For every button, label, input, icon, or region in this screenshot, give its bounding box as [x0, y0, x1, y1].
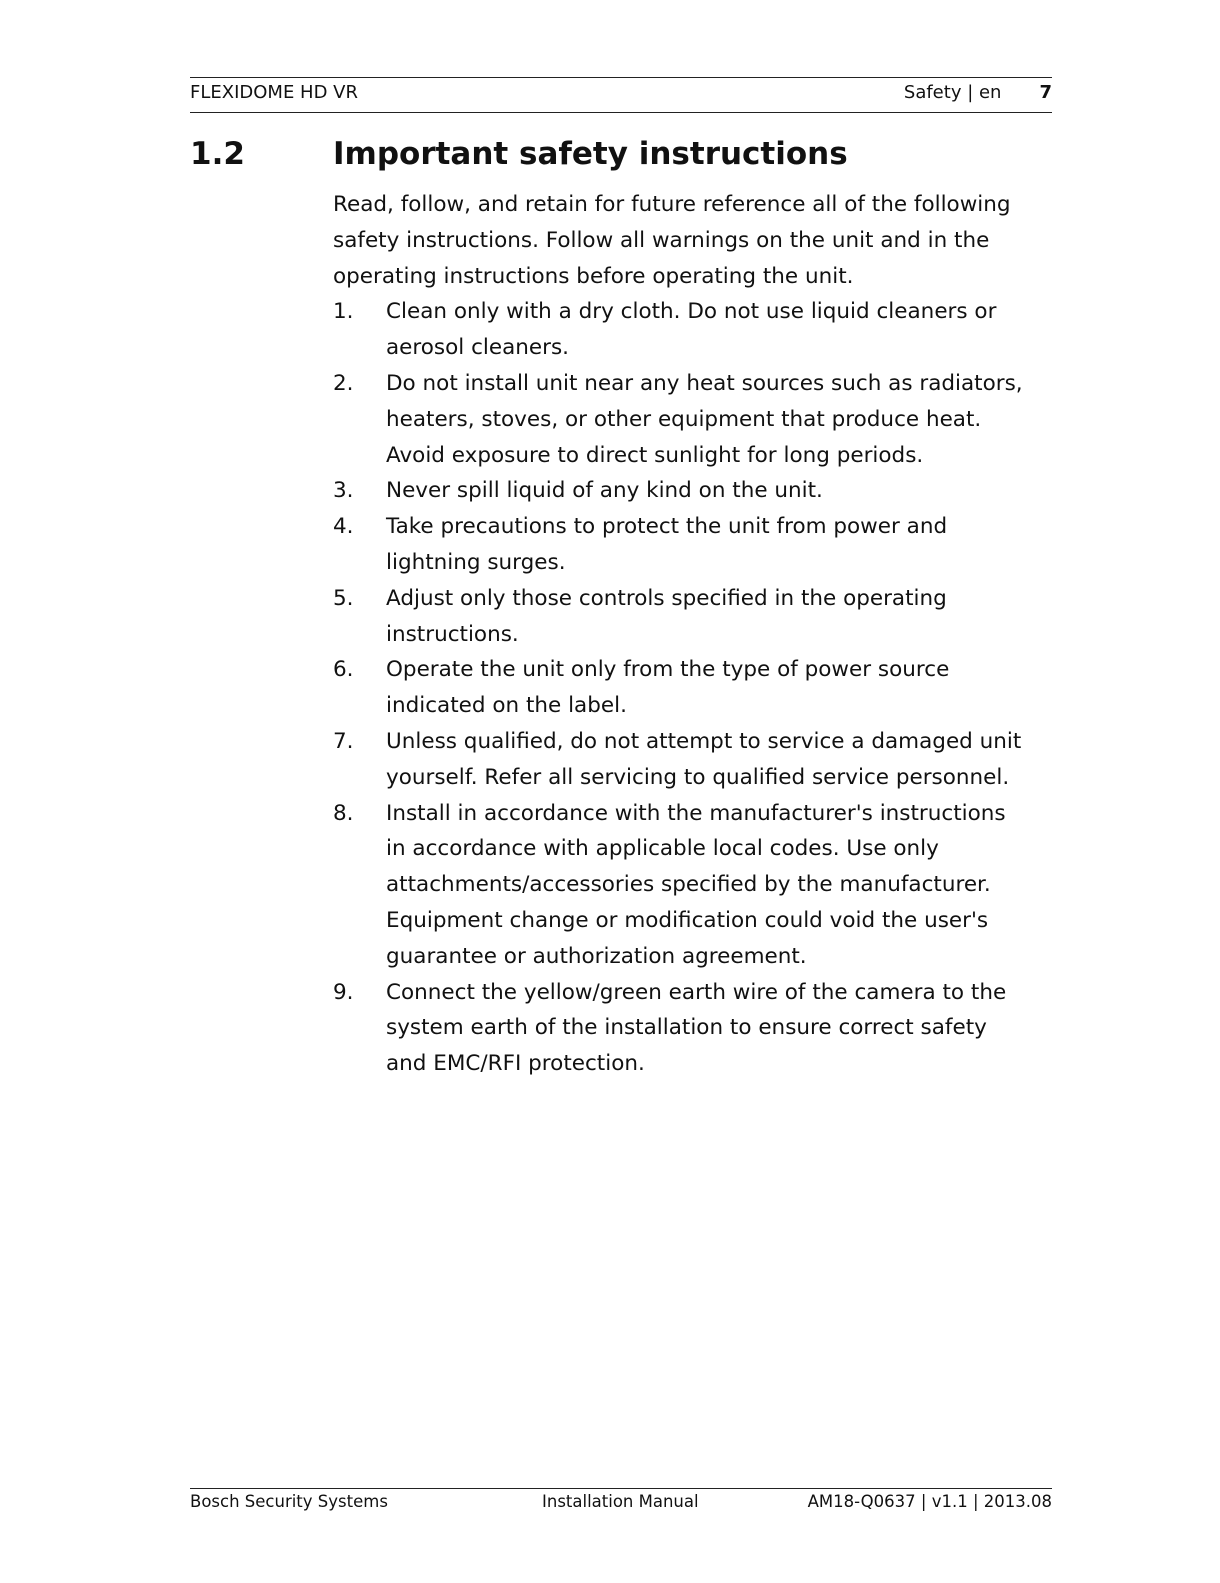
- list-item-line: Connect the yellow/green earth wire of the camera to the: [386, 979, 1007, 1005]
- section-number: 1.2: [190, 136, 245, 172]
- list-item-line: system earth of the installation to ensure correct safety: [386, 1015, 987, 1041]
- header-section-label: Safety | en: [903, 82, 1002, 103]
- list-item: [333, 509, 1053, 581]
- list-item-line: instructions.: [386, 621, 519, 647]
- list-item-number: 5.: [333, 585, 354, 611]
- list-item-line: Install in accordance with the manufacturer's instructions: [386, 800, 1006, 826]
- footer-doc-id: AM18-Q0637 | v1.1 | 2013.08: [807, 1492, 1052, 1511]
- list-item-number: 6.: [333, 657, 354, 683]
- section-title: Important safety instructions: [333, 136, 848, 172]
- list-item-number: 7.: [333, 728, 354, 754]
- list-item-line: Avoid exposure to direct sunlight for long periods.: [386, 442, 924, 468]
- list-item-number: 8.: [333, 800, 354, 826]
- list-item: [333, 796, 1053, 975]
- list-item-number: 4.: [333, 514, 354, 540]
- list-item-line: Adjust only those controls specified in the operating: [386, 585, 947, 611]
- list-item-line: in accordance with applicable local codes. Use only: [386, 836, 939, 862]
- header-product-name: FLEXIDOME HD VR: [190, 82, 358, 103]
- page-header: [190, 77, 1052, 113]
- list-item-line: attachments/accessories specified by the manufacturer.: [386, 872, 991, 898]
- list-item-number: 2.: [333, 370, 354, 396]
- list-item: [333, 581, 1053, 653]
- list-item-line: aerosol cleaners.: [386, 335, 570, 361]
- list-item-line: Equipment change or modification could void the user's: [386, 907, 989, 933]
- safety-instructions-list: [333, 294, 1053, 1082]
- list-item: [333, 652, 1053, 724]
- header-right: [904, 82, 1052, 103]
- list-item-line: guarantee or authorization agreement.: [386, 943, 807, 969]
- list-item-line: Do not install unit near any heat sources such as radiators,: [386, 370, 1023, 396]
- list-item-line: lightning surges.: [386, 549, 566, 575]
- list-item-number: 1.: [333, 299, 354, 325]
- page-footer: [190, 1488, 1052, 1511]
- list-item: [333, 724, 1053, 796]
- section-content: [333, 187, 1053, 1082]
- footer-doc-type: Installation Manual: [542, 1492, 699, 1511]
- list-item-line: yourself. Refer all servicing to qualified service personnel.: [386, 764, 1010, 790]
- list-item: [333, 975, 1053, 1082]
- header-page-number: 7: [1039, 82, 1052, 103]
- footer-company: Bosch Security Systems: [190, 1492, 388, 1511]
- list-item-number: 3.: [333, 478, 354, 504]
- list-item: [333, 294, 1053, 366]
- list-item-line: and EMC/RFI protection.: [386, 1051, 645, 1077]
- intro-paragraph: [333, 187, 1053, 294]
- intro-line: safety instructions. Follow all warnings on the unit and in the: [333, 227, 990, 253]
- list-item-line: Take precautions to protect the unit from power and: [386, 514, 948, 540]
- list-item-line: Clean only with a dry cloth. Do not use liquid cleaners or: [386, 299, 997, 325]
- intro-line: operating instructions before operating the unit.: [333, 263, 854, 289]
- list-item: [333, 473, 1053, 509]
- list-item-number: 9.: [333, 979, 354, 1005]
- list-item-line: Operate the unit only from the type of power source: [386, 657, 950, 683]
- intro-line: Read, follow, and retain for future reference all of the following: [333, 192, 1011, 217]
- list-item-line: indicated on the label.: [386, 693, 627, 719]
- list-item-line: Never spill liquid of any kind on the unit.: [386, 478, 823, 504]
- list-item-line: heaters, stoves, or other equipment that produce heat.: [386, 406, 982, 432]
- list-item-line: Unless qualified, do not attempt to service a damaged unit: [386, 728, 1022, 754]
- list-item: [333, 366, 1053, 473]
